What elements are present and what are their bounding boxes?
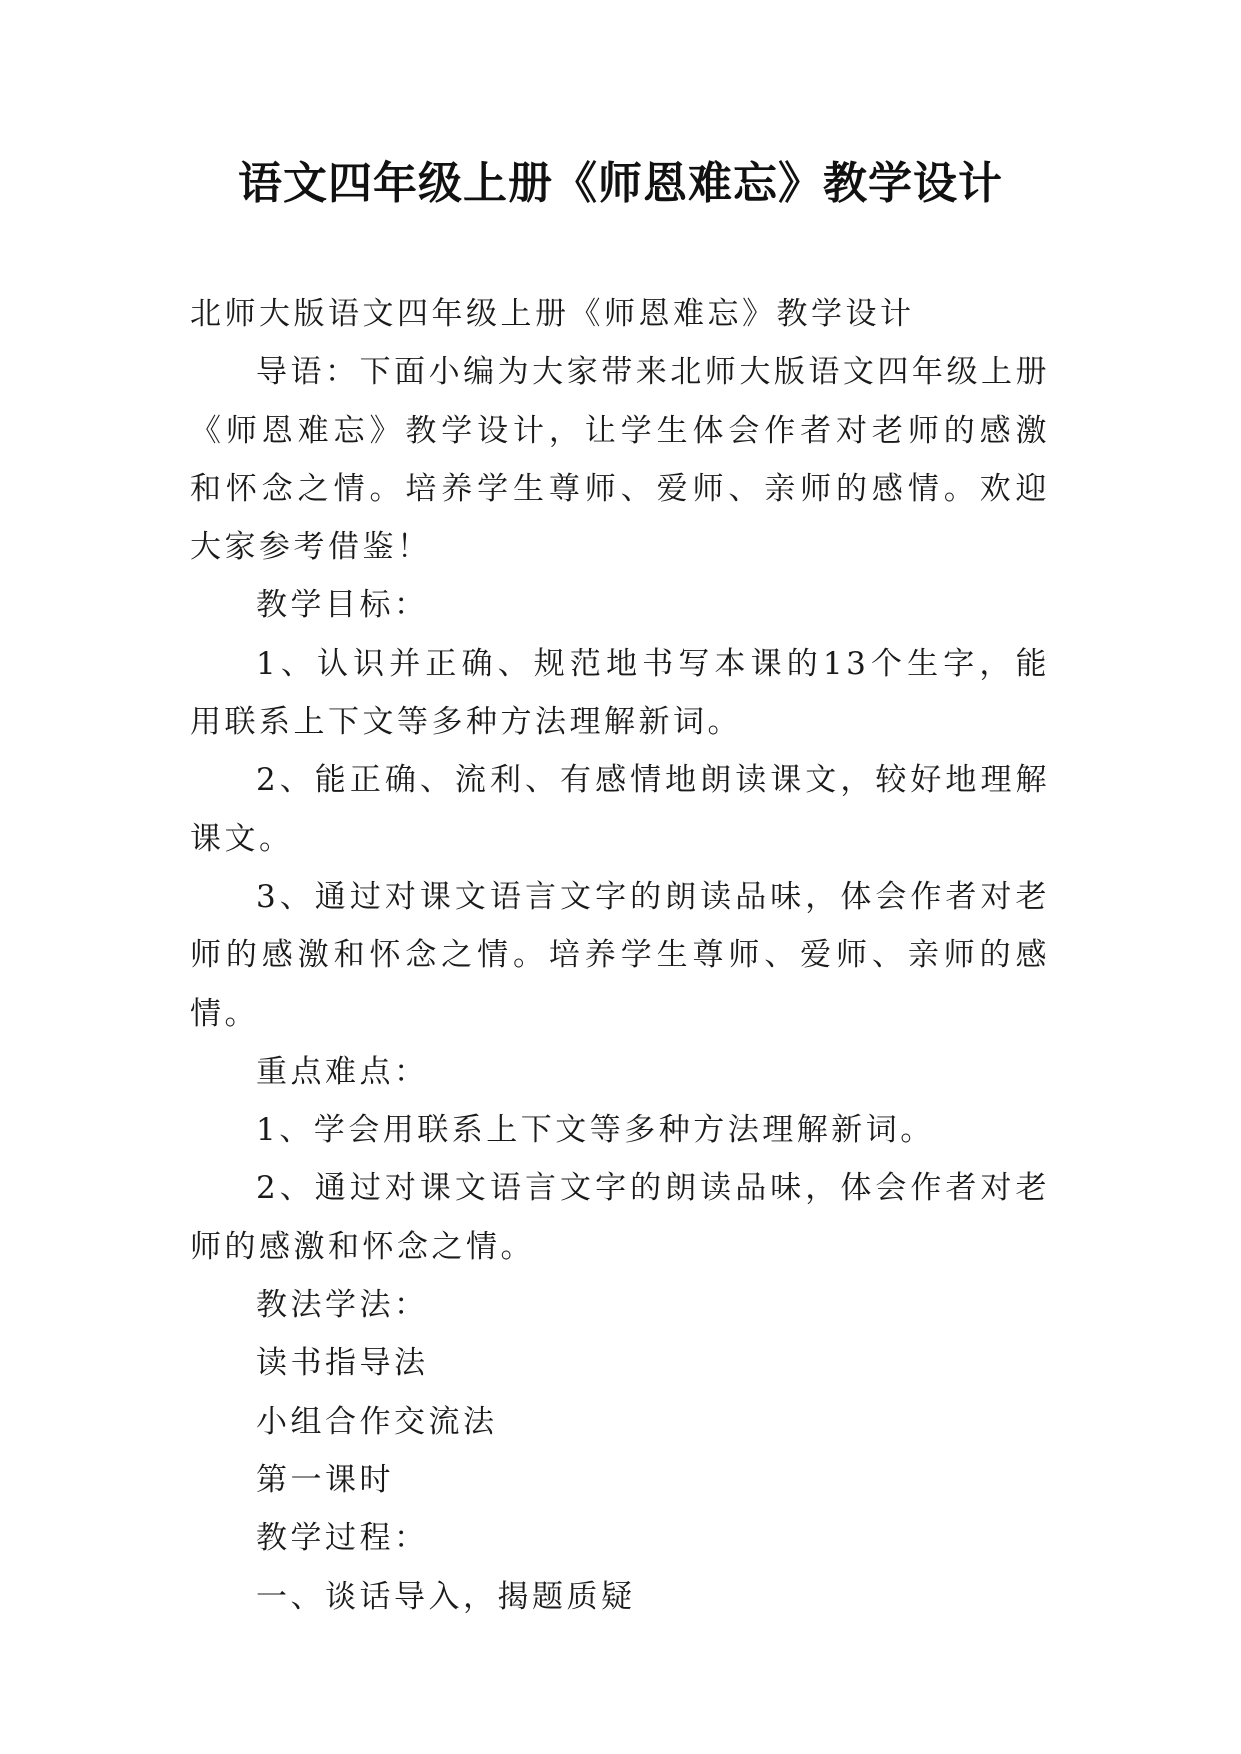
section-heading-process: 教学过程：	[256, 1520, 429, 1557]
document-title: 语文四年级上册《师恩难忘》教学设计	[238, 158, 1003, 209]
method-item-1: 读书指导法	[256, 1345, 429, 1382]
goal-item-1: 1、认识并正确、规范地书写本课的13个生字，能用联系上下文等多种方法理解新词。	[190, 645, 1050, 741]
subtitle-line: 北师大版语文四年级上册《师恩难忘》教学设计	[190, 296, 915, 332]
goal-item-3: 3、通过对课文语言文字的朗读品味，体会作者对老师的感激和怀念之情。培养学生尊师、爱师、亲师的感情。	[190, 878, 1050, 1032]
section-heading-key-points: 重点难点：	[256, 1053, 429, 1090]
method-item-2: 小组合作交流法	[256, 1403, 498, 1440]
key-point-item-1: 1、学会用联系上下文等多种方法理解新词。	[256, 1112, 935, 1149]
key-point-item-2: 2、通过对课文语言文字的朗读品味，体会作者对老师的感激和怀念之情。	[190, 1170, 1050, 1265]
lesson-heading: 第一课时	[256, 1461, 394, 1498]
goal-item-2: 2、能正确、流利、有感情地朗读课文，较好地理解课文。	[190, 762, 1050, 857]
section-heading-methods: 教法学法：	[256, 1287, 429, 1324]
section-heading-goals: 教学目标：	[256, 587, 429, 624]
intro-paragraph: 导语：下面小编为大家带来北师大版语文四年级上册《师恩难忘》教学设计，让学生体会作者对老师的感激和怀念之情。培养学生尊师、爱师、亲师的感情。欢迎大家参考借鉴！	[190, 354, 1050, 566]
process-step-1: 一、谈话导入，揭题质疑	[256, 1578, 636, 1615]
document-body	[190, 285, 1050, 1626]
